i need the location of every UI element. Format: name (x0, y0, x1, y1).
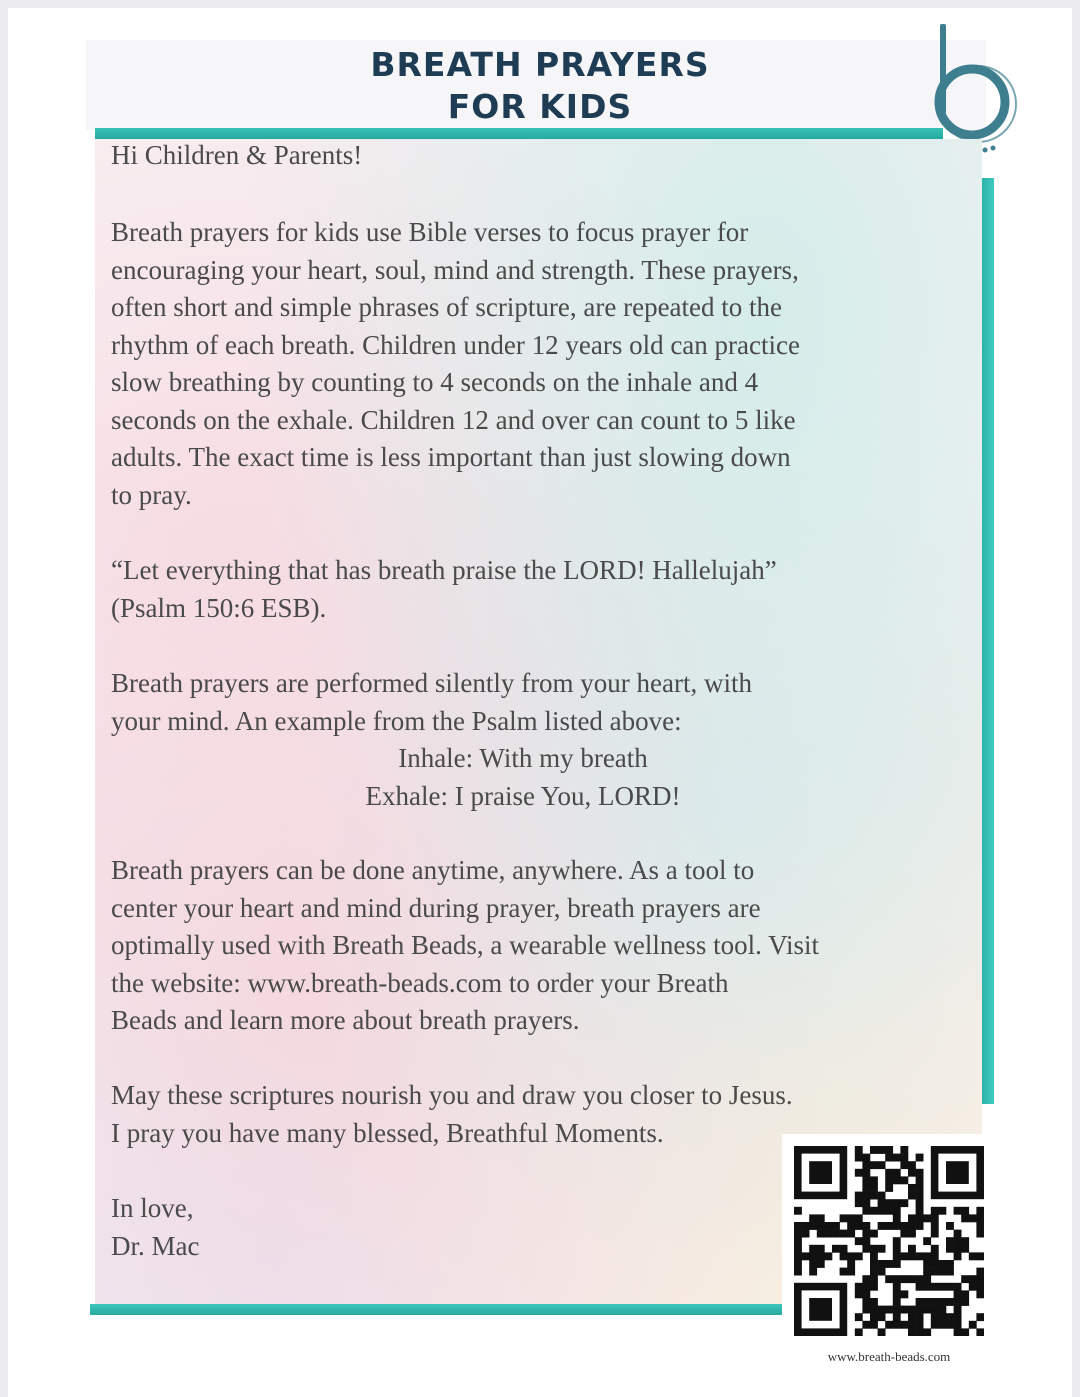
prayer-example (111, 740, 935, 815)
paragraph-line: Breath prayers are performed silently from your heart, with (111, 668, 753, 698)
paragraph-line: encouraging your heart, soul, mind and strength. These prayers, (111, 254, 799, 285)
paragraph-line: often short and simple phrases of scripture, are repeated to the (111, 292, 783, 322)
bottom-accent-rule (90, 1304, 785, 1315)
paragraph-line: Beads and learn more about breath prayers. (111, 1005, 580, 1035)
title-line-1: BREATH PRAYERS (370, 45, 710, 84)
quote-line: “Let everything that has breath praise the LORD! Hallelujah” (111, 555, 777, 585)
paragraph-line: May these scriptures nourish you and draw you closer to Jesus. (111, 1080, 793, 1110)
closing: In love, (111, 1193, 194, 1223)
paragraph-line: rhythm of each breath. Children under 12 years old can practice (111, 329, 800, 360)
paragraph-line: your mind. An example from the Psalm listed above: (111, 705, 682, 736)
exhale-line: Exhale: I praise You, LORD! (365, 780, 681, 811)
page-title (300, 44, 780, 128)
website-caption: www.breath-beads.com (827, 1349, 951, 1364)
quote-line: (Psalm 150:6 ESB). (111, 592, 327, 623)
paragraph-example (111, 665, 961, 740)
paragraph-line: Breath prayers can be done anytime, anywhere. As a tool to (111, 855, 755, 885)
scripture-quote (111, 552, 961, 627)
paragraph-line: to pray. (111, 479, 192, 510)
paragraph-line: I pray you have many blessed, Breathful Moments. (111, 1117, 664, 1148)
inhale-line: Inhale: With my breath (398, 743, 648, 773)
signature: Dr. Mac (111, 1230, 200, 1261)
paragraph-line: optimally used with Breath Beads, a wearable wellness tool. Visit (111, 930, 819, 960)
paragraph-line: adults. The exact time is less important than just slowing down (111, 442, 791, 472)
greeting: Hi Children & Parents! (111, 140, 363, 170)
paragraph-line: center your heart and mind during prayer, breath prayers are (111, 892, 761, 923)
qr-code-icon[interactable] (782, 1134, 996, 1348)
paragraph-line: seconds on the exhale. Children 12 and over can count to 5 like (111, 404, 796, 435)
paragraph-line: Breath prayers for kids use Bible verses to focus prayer for (111, 217, 749, 247)
paragraph-breath-beads (111, 852, 961, 1040)
paragraph-intro (111, 214, 961, 514)
paragraph-line: slow breathing by counting to 4 seconds on the inhale and 4 (111, 367, 759, 397)
title-line-2: FOR KIDS (447, 87, 633, 126)
side-accent-rule (982, 178, 994, 1104)
paragraph-line: the website: www.breath-beads.com to order your Breath (111, 967, 729, 998)
